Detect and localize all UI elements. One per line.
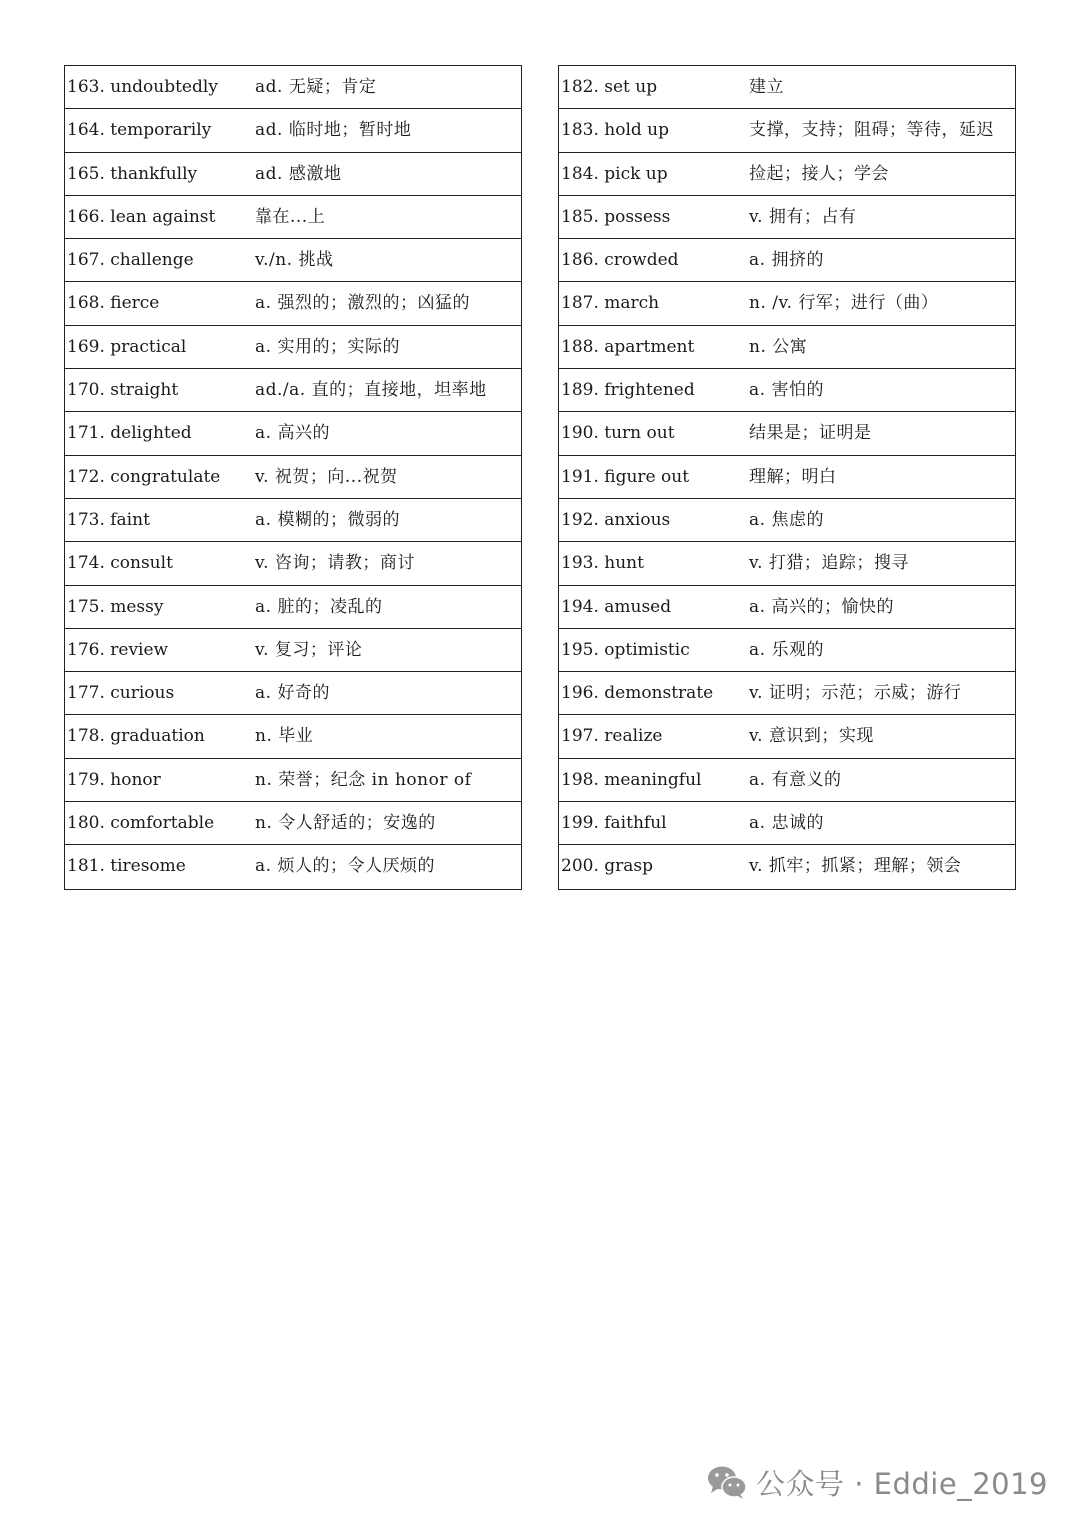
vocab-row	[65, 109, 521, 152]
vocab-row	[65, 845, 521, 888]
vocab-meaning: n. 令人舒适的；安逸的	[255, 813, 436, 834]
vocab-word: 195. optimistic	[561, 639, 690, 660]
vocab-row	[65, 672, 521, 715]
vocab-table-right	[558, 65, 1016, 890]
vocab-meaning: v. 拥有；占有	[749, 206, 857, 227]
vocab-meaning: a. 焦虑的	[749, 509, 824, 530]
vocab-row	[559, 66, 1015, 109]
vocab-row	[559, 412, 1015, 455]
wechat-icon	[706, 1464, 748, 1500]
vocab-word: 168. fierce	[67, 293, 160, 314]
vocab-word: 187. march	[561, 293, 660, 314]
watermark	[706, 1462, 1048, 1502]
vocab-word: 199. faithful	[561, 813, 667, 834]
vocab-meaning: 结果是；证明是	[749, 423, 872, 444]
vocab-meaning: a. 害怕的	[749, 380, 824, 401]
vocab-word: 189. frightened	[561, 380, 695, 401]
vocab-word: 181. tiresome	[67, 856, 186, 877]
vocab-row	[65, 369, 521, 412]
vocab-word: 190. turn out	[561, 423, 675, 444]
vocab-row	[65, 66, 521, 109]
vocab-meaning: v. 咨询；请教；商讨	[255, 553, 415, 574]
vocab-word: 163. undoubtedly	[67, 77, 218, 97]
vocab-meaning: a. 脏的；凌乱的	[255, 596, 383, 617]
vocab-word: 173. faint	[67, 509, 150, 530]
vocab-meaning: a. 有意义的	[749, 769, 842, 790]
vocab-word: 178. graduation	[67, 726, 205, 747]
vocab-word: 180. comfortable	[67, 813, 215, 834]
vocab-row	[559, 239, 1015, 282]
vocab-row	[65, 629, 521, 672]
vocab-word: 198. meaningful	[561, 769, 702, 790]
vocab-word: 165. thankfully	[67, 163, 198, 184]
vocab-row	[559, 802, 1015, 845]
vocab-row	[65, 412, 521, 455]
vocab-meaning: v. 复习；评论	[255, 639, 363, 660]
vocab-word: 191. figure out	[561, 466, 690, 487]
vocab-meaning: v./n. 挑战	[255, 250, 334, 271]
vocab-row	[559, 672, 1015, 715]
vocab-row	[559, 282, 1015, 325]
vocab-word: 167. challenge	[67, 250, 194, 271]
vocab-row	[559, 715, 1015, 758]
vocab-meaning: ad. 临时地；暂时地	[255, 120, 412, 141]
vocab-meaning: a. 好奇的	[255, 683, 330, 704]
vocab-meaning: v. 证明；示范；示威；游行	[749, 683, 962, 704]
vocab-meaning: n. /v. 行军；进行（曲）	[749, 293, 939, 314]
vocab-word: 185. possess	[561, 206, 671, 227]
vocab-row	[65, 326, 521, 369]
vocab-meaning: a. 忠诚的	[749, 813, 824, 834]
vocab-row	[559, 326, 1015, 369]
vocab-meaning: 建立	[749, 77, 784, 97]
vocab-word: 171. delighted	[67, 423, 192, 444]
vocab-row	[559, 456, 1015, 499]
vocab-row	[65, 456, 521, 499]
vocab-meaning: a. 实用的；实际的	[255, 336, 400, 357]
vocab-meaning: a. 高兴的	[255, 423, 330, 444]
vocab-meaning: v. 祝贺；向...祝贺	[255, 466, 398, 487]
vocab-meaning: a. 烦人的；令人厌烦的	[255, 856, 435, 877]
vocab-meaning: a. 高兴的；愉快的	[749, 596, 894, 617]
vocab-row	[559, 369, 1015, 412]
vocab-table-left	[64, 65, 522, 890]
vocab-word: 192. anxious	[561, 509, 671, 530]
vocab-word: 182. set up	[561, 77, 658, 97]
vocab-meaning: a. 拥挤的	[749, 250, 824, 271]
vocab-row	[559, 109, 1015, 152]
vocab-meaning: v. 打猎；追踪；搜寻	[749, 553, 909, 574]
vocab-meaning: v. 抓牢；抓紧；理解；领会	[749, 856, 962, 877]
vocab-word: 176. review	[67, 639, 169, 660]
vocab-word: 170. straight	[67, 380, 179, 401]
vocab-row	[559, 499, 1015, 542]
vocab-word: 183. hold up	[561, 120, 669, 141]
vocab-row	[65, 542, 521, 585]
vocab-row	[65, 802, 521, 845]
vocab-word: 200. grasp	[561, 856, 654, 877]
vocab-meaning: a. 乐观的	[749, 639, 824, 660]
vocab-meaning: v. 意识到；实现	[749, 726, 874, 747]
watermark-text: 公众号 · Eddie_2019	[756, 1466, 1048, 1501]
vocab-word: 172. congratulate	[67, 466, 221, 487]
vocab-meaning: n. 荣誉；纪念 in honor of	[255, 769, 472, 790]
vocab-word: 169. practical	[67, 336, 187, 357]
vocab-word: 164. temporarily	[67, 120, 212, 141]
vocab-row	[559, 759, 1015, 802]
vocab-meaning: n. 毕业	[255, 726, 314, 747]
vocab-row	[559, 153, 1015, 196]
vocab-word: 188. apartment	[561, 336, 695, 357]
vocab-word: 186. crowded	[561, 250, 679, 271]
vocab-meaning: 理解；明白	[749, 466, 837, 487]
vocab-meaning: ad./a. 直的；直接地，坦率地	[255, 380, 487, 401]
vocab-row	[65, 586, 521, 629]
vocab-word: 179. honor	[67, 769, 161, 790]
vocab-word: 196. demonstrate	[561, 683, 714, 704]
vocab-meaning: 支撑，支持；阻碍；等待，延迟	[749, 120, 994, 141]
vocab-meaning: n. 公寓	[749, 336, 808, 357]
vocab-row	[559, 196, 1015, 239]
vocab-word: 197. realize	[561, 726, 663, 747]
vocab-row	[65, 715, 521, 758]
vocab-meaning: 捡起；接人；学会	[749, 163, 889, 184]
vocab-word: 184. pick up	[561, 163, 668, 184]
vocab-row	[65, 239, 521, 282]
vocab-row	[559, 542, 1015, 585]
vocab-word: 177. curious	[67, 683, 175, 704]
vocab-word: 174. consult	[67, 553, 173, 574]
vocab-row	[65, 759, 521, 802]
vocab-word: 193. hunt	[561, 553, 644, 574]
vocab-meaning: a. 强烈的；激烈的；凶猛的	[255, 293, 470, 314]
vocab-row	[65, 499, 521, 542]
vocab-word: 166. lean against	[67, 206, 216, 227]
vocab-word: 194. amused	[561, 596, 672, 617]
vocab-row	[65, 153, 521, 196]
vocab-row	[559, 845, 1015, 888]
vocab-meaning: 靠在...上	[255, 206, 326, 227]
vocab-row	[65, 196, 521, 239]
vocab-row	[559, 629, 1015, 672]
vocab-meaning: a. 模糊的；微弱的	[255, 509, 400, 530]
vocab-row	[65, 282, 521, 325]
vocab-meaning: ad. 感激地	[255, 163, 342, 184]
vocab-meaning: ad. 无疑；肯定	[255, 77, 377, 97]
vocab-row	[559, 586, 1015, 629]
vocab-word: 175. messy	[67, 596, 164, 617]
